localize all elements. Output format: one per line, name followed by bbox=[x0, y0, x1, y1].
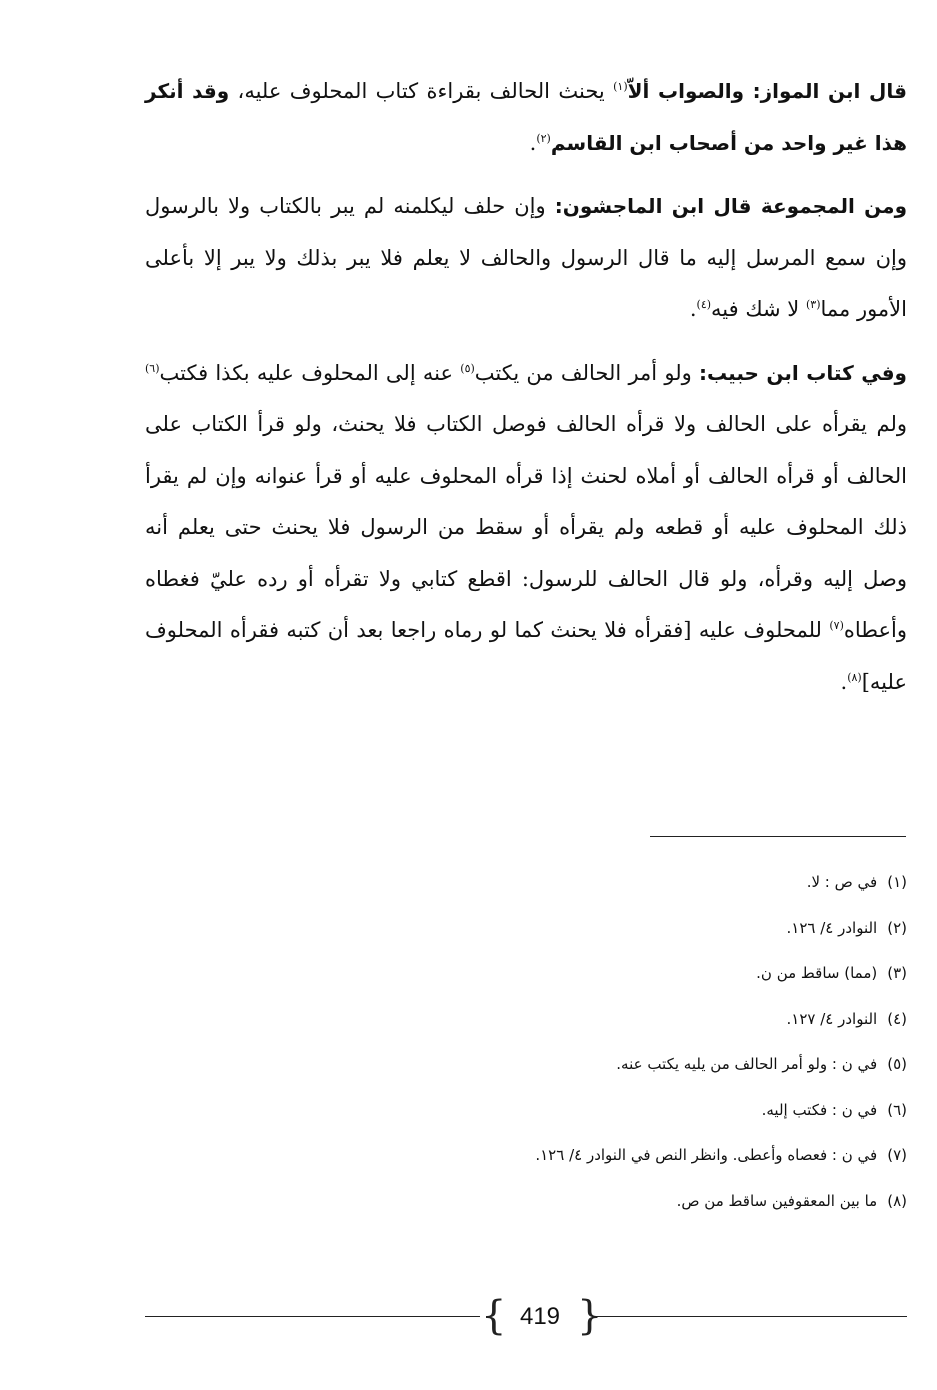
footnote-text: في ن : فعصاه وأعطى. وانظر النص في النوادر ٤/ ١٢٦. bbox=[535, 1146, 878, 1164]
footnote-ref[interactable]: (٣) bbox=[805, 298, 821, 311]
footnote bbox=[145, 1179, 907, 1225]
page-number-bracket-close: } bbox=[577, 1293, 603, 1339]
paragraph-1 bbox=[145, 66, 907, 169]
footnote-ref[interactable]: (٨) bbox=[847, 670, 862, 684]
footnote bbox=[145, 1133, 907, 1179]
page-number: 419 bbox=[519, 1303, 561, 1330]
paragraph-text: عنه إلى المحلوف عليه بكذا فكتب bbox=[159, 360, 461, 385]
paragraph-2 bbox=[145, 181, 907, 336]
paragraph-text: ولم يقرأه على الحالف ولا قرأه الحالف فوصل الكتاب فلا يحنث، ولو قرأ الكتاب على الحالف أو قرأه الحالف أو أملاه لحنث إذا قرأه المحلوف عليه أو قرأ عنوانه وإن لم يقرأ ذلك المحلوف عليه أو قطعه ولم يقرأه أو سقط من الرسول فلا يحنث حتى يعلم أنه وصل إليه وقرأه، ولو قال الحالف للرسول: اقطع كتابي ولا تقرأه أو رده عليّ فغطاه وأعطاه bbox=[145, 412, 907, 642]
paragraph-lead: ومن المجموعة قال ابن الماجشون: bbox=[554, 194, 907, 218]
footnote-text: (مما) ساقط من ن. bbox=[756, 964, 878, 982]
paragraph-text: وإن حلف ليكلمنه لم يبر بالكتاب ولا بالرسول وإن سمع المرسل إليه ما قال الرسول والحالف لا يعلم فلا يبر بذلك ولا يبر إلا بأعلى الأمور مما bbox=[145, 194, 907, 321]
footnote-text: في ص : لا. bbox=[806, 873, 878, 891]
footnote-text: في ن : ولو أمر الحالف من يليه يكتب عنه. bbox=[616, 1055, 878, 1073]
paragraph-text: . bbox=[529, 130, 537, 155]
footnote-number: (٨) bbox=[887, 1191, 907, 1210]
footnote-ref[interactable]: (٦) bbox=[145, 361, 160, 375]
footnote-text: النوادر ٤/ ١٢٧. bbox=[786, 1009, 878, 1028]
page-footer bbox=[145, 1292, 907, 1342]
footnote bbox=[145, 1088, 907, 1134]
paragraph-text: . bbox=[689, 297, 697, 321]
footnote-number: (٤) bbox=[887, 1009, 907, 1028]
page-number-bracket-open: { bbox=[481, 1293, 507, 1339]
footnote-number: (٢) bbox=[887, 918, 907, 937]
footnote-number: (١) bbox=[887, 873, 907, 891]
footnote-text: ما بين المعقوفين ساقط من ص. bbox=[676, 1191, 878, 1210]
footnote bbox=[145, 860, 907, 906]
footnote-text: النوادر ٤/ ١٢٦. bbox=[786, 918, 878, 937]
main-text bbox=[145, 66, 907, 720]
footnote bbox=[145, 906, 907, 952]
footer-rule-right bbox=[597, 1316, 907, 1317]
paragraph-text: ولو أمر الحالف من يكتب bbox=[474, 360, 699, 385]
paragraph-text: للمحلوف عليه [فقرأه فلا يحنث كما لو رماه راجعا بعد أن كتبه فقرأه المحلوف عليه] bbox=[145, 618, 907, 694]
footnote-ref[interactable]: (١) bbox=[613, 80, 628, 93]
footnotes bbox=[145, 860, 907, 1224]
footnote bbox=[145, 1042, 907, 1088]
paragraph-text: يحنث الحالف بقراءة كتاب المحلوف عليه، bbox=[229, 79, 614, 103]
footnote-number: (٥) bbox=[887, 1055, 907, 1073]
footnote-text: في ن : فكتب إليه. bbox=[761, 1100, 878, 1119]
footnote-ref[interactable]: (٤) bbox=[696, 298, 712, 311]
footnote-number: (٧) bbox=[887, 1146, 907, 1164]
paragraph-emphasis: وقد أنكر هذا غير واحد من أصحاب ابن القاسم bbox=[145, 79, 907, 155]
paragraph-lead: قال ابن المواز: والصواب ألاّ bbox=[627, 79, 907, 103]
footnote-number: (٦) bbox=[887, 1100, 907, 1119]
footnote-ref[interactable]: (٢) bbox=[536, 131, 551, 145]
paragraph-text: لا شك فيه bbox=[711, 297, 806, 321]
footnote bbox=[145, 951, 907, 997]
footnote bbox=[145, 997, 907, 1043]
paragraph-3 bbox=[145, 348, 907, 709]
footnote-separator bbox=[650, 836, 906, 837]
paragraph-text: . bbox=[840, 669, 848, 694]
footnote-ref[interactable]: (٧) bbox=[829, 619, 844, 632]
footnote-ref[interactable]: (٥) bbox=[460, 361, 475, 375]
footer-rule-left bbox=[145, 1316, 480, 1317]
paragraph-lead: وفي كتاب ابن حبيب: bbox=[698, 360, 907, 385]
footnote-number: (٣) bbox=[887, 964, 907, 982]
